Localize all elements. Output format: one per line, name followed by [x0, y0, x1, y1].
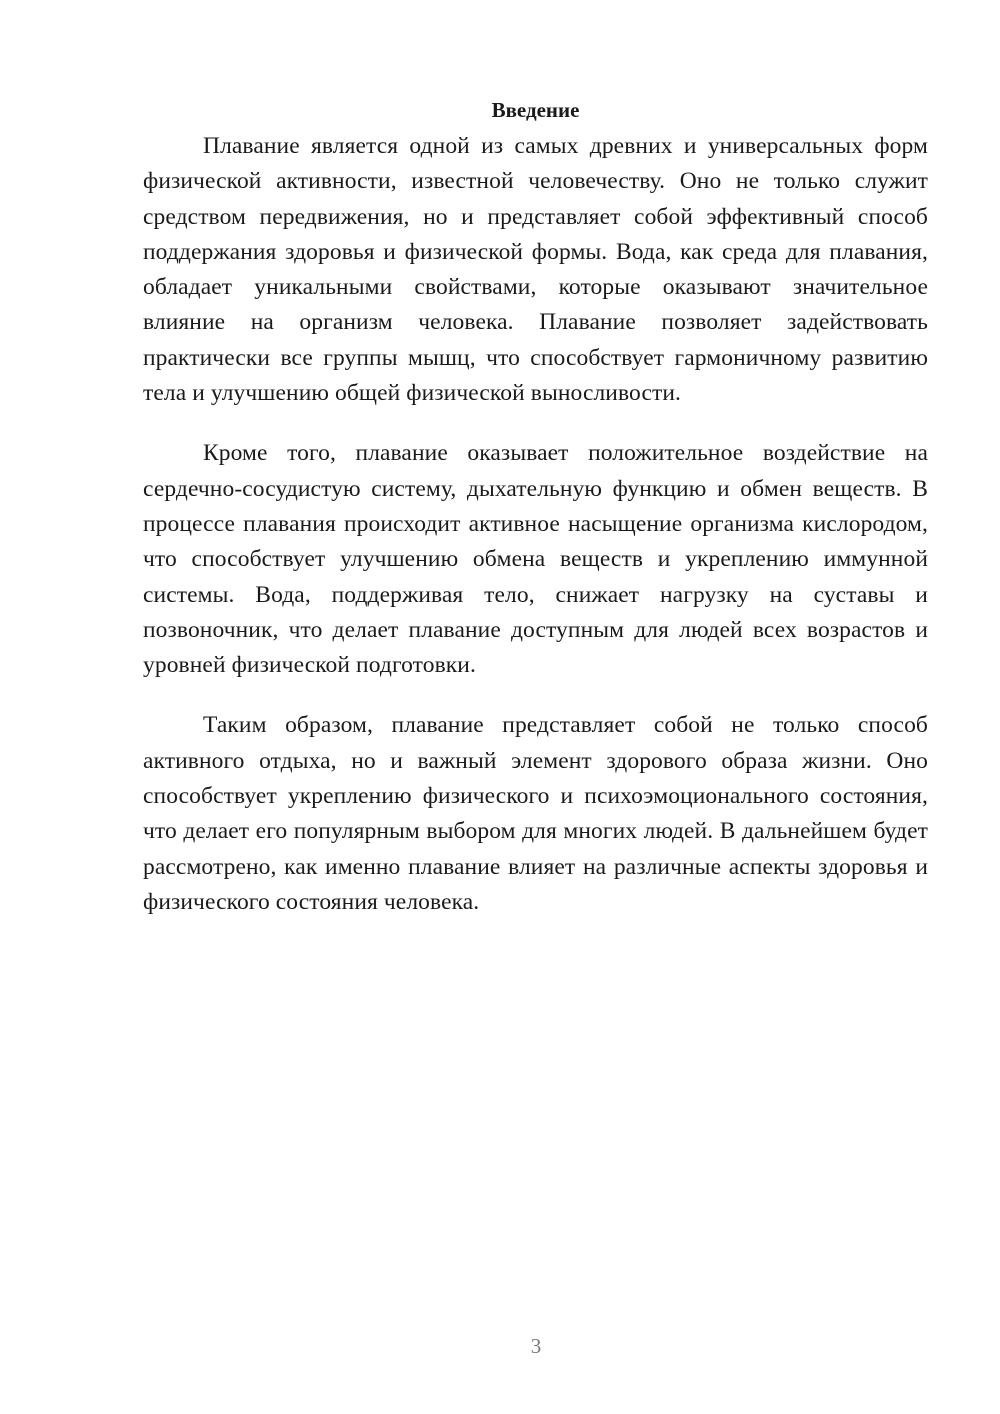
paragraph-3: Таким образом, плавание представляет собой не только способ активного отдыха, но и важный элемент здорового образа жизни. Оно способствует укреплению физического и психоэмоционального состояния, что делает его популярным выбором для многих людей. В дальнейшем будет рассмотрено, как именно плавание влияет на различные аспекты здоровья и физического состояния человека. — [143, 712, 928, 915]
paragraph-1: Плавание является одной из самых древних и универсальных форм физической активности, известной человечеству. Оно не только служит средством передвижения, но и представляет собой эффективный способ поддержания здоровья и физической формы. Вода, как среда для плавания, обладает уникальными свойствами, которые оказывают значительное влияние на организм человека. Плавание позволяет задействовать практически все группы мышц, что способствует гармоничному развитию тела и улучшению общей физической выносливости. — [143, 133, 928, 407]
paragraph-2: Кроме того, плавание оказывает положительное воздействие на сердечно-сосудистую систему, дыхательную функцию и обмен веществ. В процессе плавания происходит активное насыщение организма кислородом, что способствует улучшению обмена веществ и укреплению иммунной системы. Вода, поддерживая тело, снижает нагрузку на суставы и позвоночник, что делает плавание доступным для людей всех возрастов и уровней физической подготовки. — [143, 440, 928, 679]
page-number: 3 — [530, 1334, 542, 1358]
section-heading: Введение — [491, 98, 580, 122]
page-body — [143, 95, 928, 945]
